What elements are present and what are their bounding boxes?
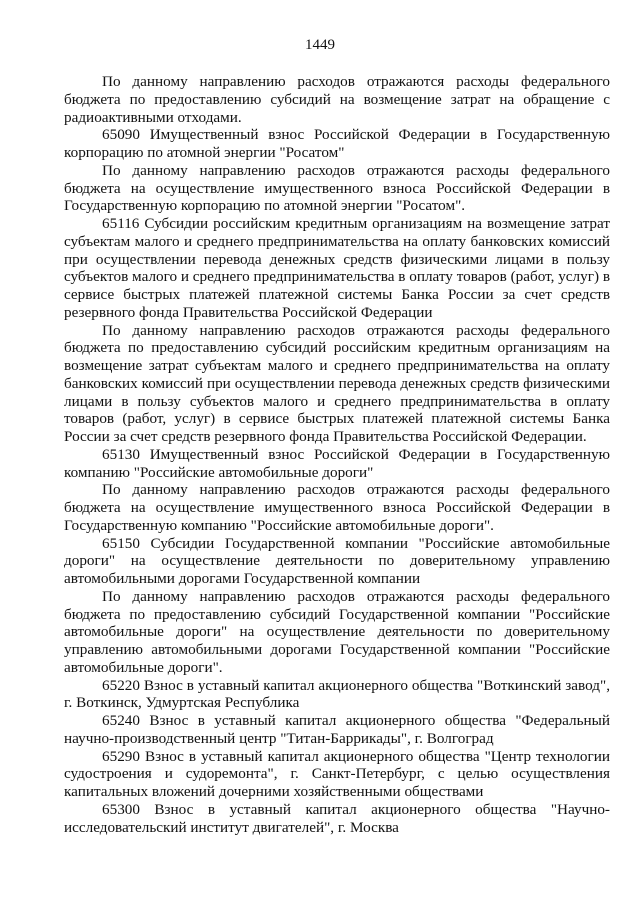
paragraph: 65300 Взнос в уставный капитал акционерного общества "Научно-исследовательский институт двигателей", г. Москва xyxy=(64,800,610,836)
document-body xyxy=(64,73,610,836)
paragraph: 65220 Взнос в уставный капитал акционерного общества "Воткинский завод", г. Воткинск, Удмуртская Республика xyxy=(64,676,610,712)
paragraph: По данному направлению расходов отражаются расходы федерального бюджета на осуществление имущественного взноса Российской Федерации в Государственную корпорацию по атомной энергии "Росатом". xyxy=(64,161,610,215)
page-number: 1449 xyxy=(305,37,335,53)
paragraph: 65130 Имущественный взнос Российской Федерации в Государственную компанию "Российские автомобильные дороги" xyxy=(64,445,610,481)
paragraph: 65090 Имущественный взнос Российской Федерации в Государственную корпорацию по атомной энергии "Росатом" xyxy=(64,126,610,161)
paragraph: По данному направлению расходов отражаются расходы федерального бюджета по предоставлению субсидий на возмещение затрат на обращение с радиоактивными отходами. xyxy=(64,73,610,126)
paragraph: По данному направлению расходов отражаются расходы федерального бюджета на осуществление имущественного взноса Российской Федерации в Государственную компанию "Российские автомобильные дороги". xyxy=(64,481,610,534)
paragraph: 65290 Взнос в уставный капитал акционерного общества "Центр технологии судостроения и судоремонта", г. Санкт-Петербург, с целью осуществления капитальных вложений дочерними хозяйственными обществами xyxy=(64,747,610,800)
paragraph: 65150 Субсидии Государственной компании "Российские автомобильные дороги" на осуществление деятельности по доверительному управлению автомобильными дорогами Государственной компании xyxy=(64,534,610,587)
paragraph: 65240 Взнос в уставный капитал акционерного общества "Федеральный научно-производственный центр "Титан-Баррикады", г. Волгоград xyxy=(64,712,610,747)
paragraph: По данному направлению расходов отражаются расходы федерального бюджета по предоставлению субсидий российским кредитным организациям на возмещение затрат субъектам малого и среднего предпринимательства на оплату банковских комиссий при осуществлении перевода денежных средств физическими лицами в пользу субъектов малого и среднего предпринимательства в оплату товаров (работ, услуг) в сервисе быстрых платежей платежной системы Банка России за счет средств резервного фонда Правительства Российской Федерации. xyxy=(64,321,610,445)
paragraph: 65116 Субсидии российским кредитным организациям на возмещение затрат субъектам малого и среднего предпринимательства на оплату банковских комиссий при осуществлении перевода денежных средств физическими лицами в пользу субъектов малого и среднего предпринимательства в оплату товаров (работ, услуг) в сервисе быстрых платежей платежной системы Банка России за счет средств резервного фонда Правительства Российской Федерации xyxy=(64,215,610,321)
paragraph: По данному направлению расходов отражаются расходы федерального бюджета по предоставлению субсидий Государственной компании "Российские автомобильные дороги" на осуществление деятельности по доверительному управлению автомобильными дорогами Государственной компании "Российские автомобильные дороги". xyxy=(64,587,610,676)
